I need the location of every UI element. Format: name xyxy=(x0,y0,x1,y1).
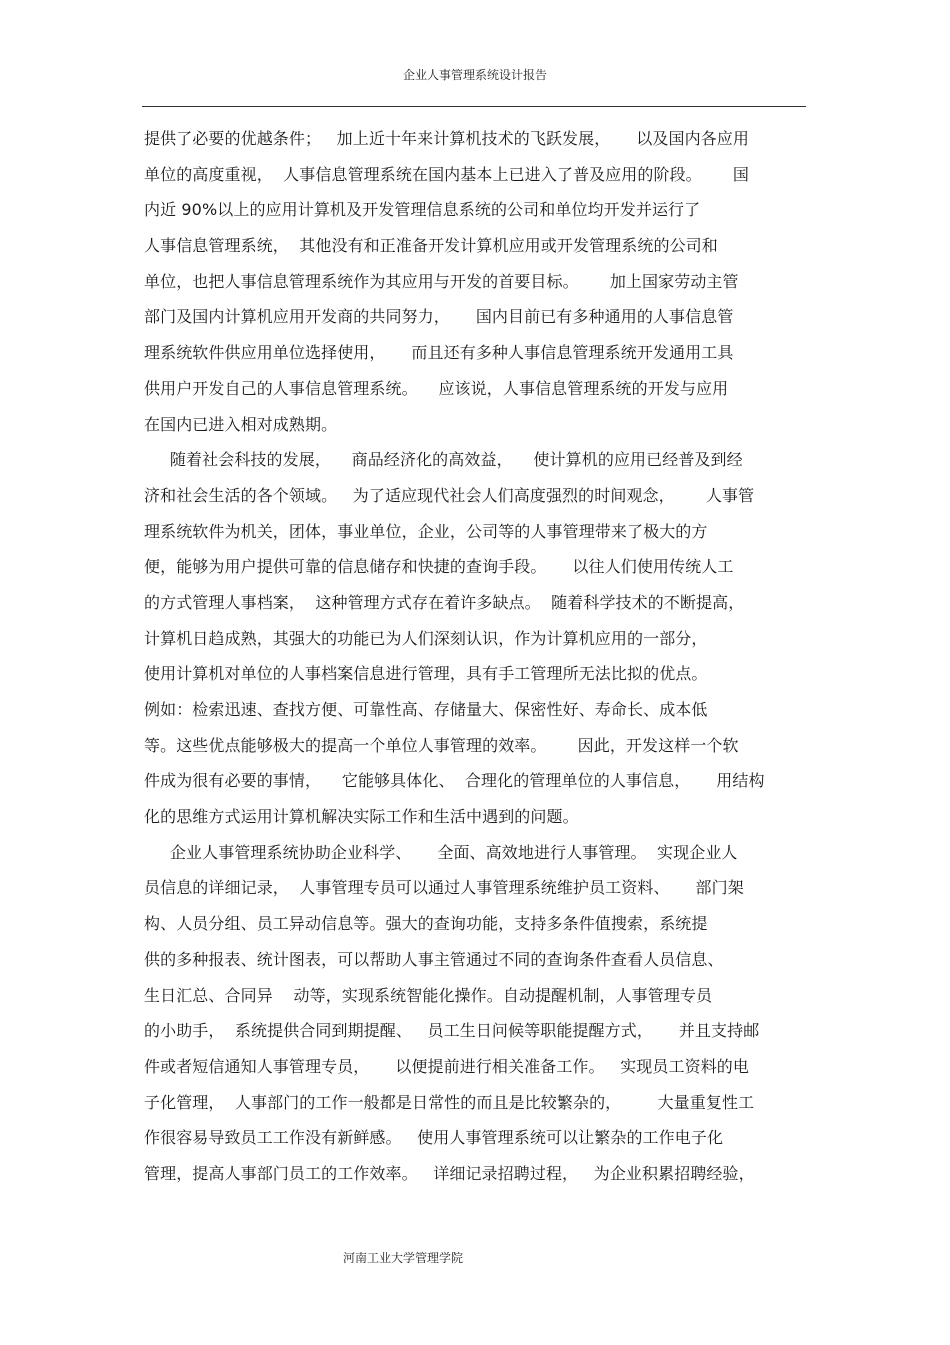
text-line: 管理，提高人事部门员工的工作效率。 详细记录招聘过程， 为企业积累招聘经验， xyxy=(144,1163,755,1183)
text-line: 供用户开发自己的人事信息管理系统。 应该说，人事信息管理系统的开发与应用 xyxy=(144,378,729,398)
text-line: 单位，也把人事信息管理系统作为其应用与开发的首要目标。 加上国家劳动主管 xyxy=(144,271,739,291)
text-line: 单位的高度重视， 人事信息管理系统在国内基本上已进入了普及应用的阶段。 国 xyxy=(144,164,749,184)
text-line: 理系统软件供应用单位选择使用， 而且还有多种人事信息管理系统开发通用工具 xyxy=(144,343,734,363)
text-line: 件或者短信通知人事管理专员， 以便提前进行相关准备工作。 实现员工资料的电 xyxy=(144,1056,749,1076)
text-line: 在国内已进入相对成熟期。 xyxy=(144,414,338,434)
text-line: 生日汇总、合同异 动等，实现系统智能化操作。自动提醒机制，人事管理专员 xyxy=(144,985,713,1005)
text-line: 作很容易导致员工工作没有新鲜感。 使用人事管理系统可以让繁杂的工作电子化 xyxy=(144,1128,724,1148)
text-line: 例如：检索迅速、查找方便、可靠性高、存储量大、保密性好、寿命长、成本低 xyxy=(144,700,708,719)
text-line: 化的思维方式运用计算机解决实际工作和生活中遇到的问题。 xyxy=(144,807,579,827)
header-divider xyxy=(142,106,806,107)
text-line: 的方式管理人事档案， 这种管理方式存在着许多缺点。 随着科学技术的不断提高， xyxy=(144,592,745,612)
text-line: 件成为很有必要的事情， 它能够具体化、 合理化的管理单位的人事信息， 用结构 xyxy=(144,771,765,791)
text-line: 使用计算机对单位的人事档案信息进行管理，具有手工管理所无法比拟的优点。 xyxy=(144,664,708,684)
text-line: 济和社会生活的各个领域。 为了适应现代社会人们高度强烈的时间观念， 人事管 xyxy=(144,485,755,505)
text-line: 人事信息管理系统， 其他没有和正准备开发计算机应用或开发管理系统的公司和 xyxy=(144,236,718,256)
text-line: 提供了必要的优越条件； 加上近十年来计算机技术的飞跃发展， 以及国内各应用 xyxy=(144,129,749,148)
text-line: 员信息的详细记录， 人事管理专员可以通过人事管理系统维护员工资料、 部门架 xyxy=(144,878,744,898)
text-line: 内近 90%以上的应用计算机及开发管理信息系统的公司和单位均开发并运行了 xyxy=(144,200,701,220)
text-line: 便，能够为用户提供可靠的信息储存和快捷的查询手段。 以往人们使用传统人工 xyxy=(144,557,734,577)
text-line: 供的多种报表、统计图表，可以帮助人事主管通过不同的查询条件查看人员信息、 xyxy=(144,949,724,969)
text-line: 部门及国内计算机应用开发商的共同努力， 国内目前已有多种通用的人事信息管 xyxy=(144,307,734,327)
text-line: 构、人员分组、员工异动信息等。强大的查询功能，支持多条件值搜索，系统提 xyxy=(144,914,708,934)
text-line: 理系统软件为机关，团体，事业单位，企业，公司等的人事管理带来了极大的方 xyxy=(144,521,708,541)
body-text xyxy=(144,121,804,1192)
text-line: 计算机日趋成熟，其强大的功能已为人们深刻认识，作为计算机应用的一部分， xyxy=(144,628,708,648)
page-header: 企业人事管理系统设计报告 xyxy=(402,68,547,82)
text-line: 的小助手， 系统提供合同到期提醒、 员工生日问候等职能提醒方式， 并且支持邮 xyxy=(144,1021,760,1041)
page-footer: 河南工业大学管理学院 xyxy=(343,1251,464,1265)
text-line: 子化管理， 人事部门的工作一般都是日常性的而且是比较繁杂的， 大量重复性工 xyxy=(144,1092,755,1112)
text-line: 企业人事管理系统协助企业科学、 全面、高效地进行人事管理。 实现企业人 xyxy=(144,842,738,862)
text-line: 随着社会科技的发展， 商品经济化的高效益， 使计算机的应用已经普及到经 xyxy=(144,450,743,470)
text-line: 等。这些优点能够极大的提高一个单位人事管理的效率。 因此，开发这样一个软 xyxy=(144,735,739,755)
